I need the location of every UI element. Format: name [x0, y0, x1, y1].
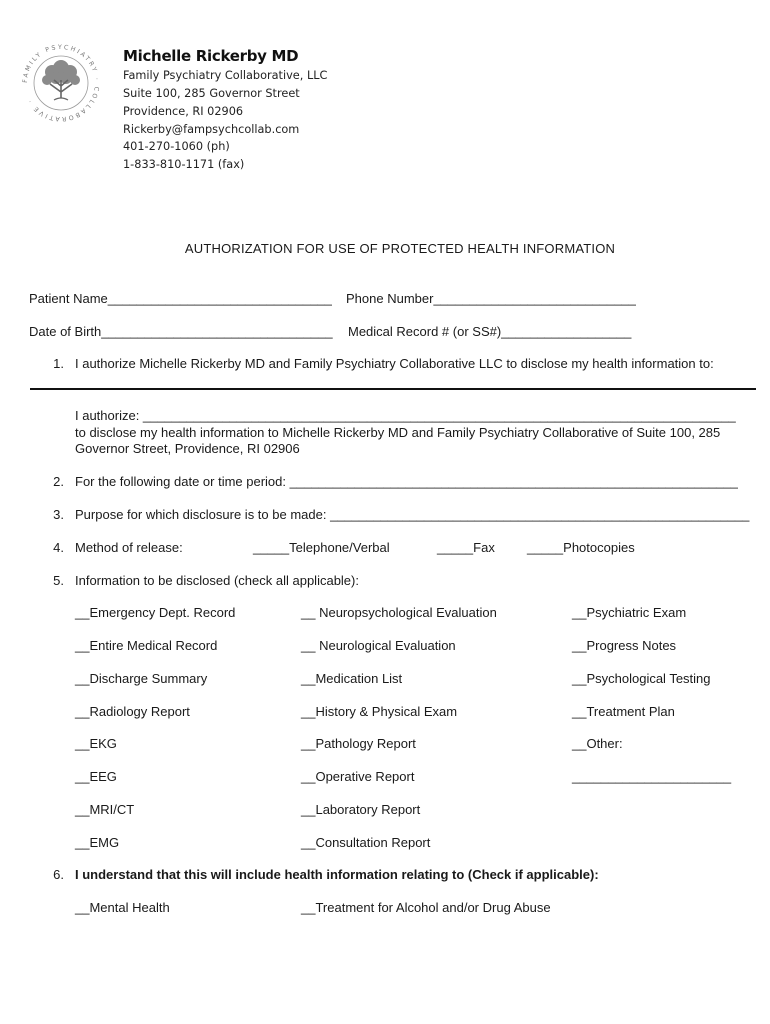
- physician-name: Michelle Rickerby MD: [123, 47, 299, 65]
- date-of-birth-field[interactable]: Date of Birth________________________________: [29, 324, 333, 339]
- item-5-text: Information to be disclosed (check all applicable):: [75, 573, 359, 588]
- email-address: Rickerby@fampsychcollab.com: [123, 123, 300, 136]
- purpose-field[interactable]: Purpose for which disclosure is to be made: __________________________________________________________: [75, 507, 750, 522]
- checkbox-neurological-evaluation[interactable]: __ Neurological Evaluation: [301, 638, 456, 653]
- phone-number-field[interactable]: Phone Number____________________________: [346, 291, 636, 306]
- medical-record-field[interactable]: Medical Record # (or SS#)__________________: [348, 324, 632, 339]
- method-of-release-label: Method of release:: [75, 540, 183, 555]
- checkbox-psychological-testing[interactable]: __Psychological Testing: [572, 671, 711, 686]
- checkbox-progress-notes[interactable]: __Progress Notes: [572, 638, 677, 653]
- checkbox-psychiatric-exam[interactable]: __Psychiatric Exam: [572, 605, 687, 620]
- checkbox-treatment-plan[interactable]: __Treatment Plan: [572, 704, 675, 719]
- checkbox-emg[interactable]: __EMG: [75, 835, 120, 850]
- item-2-number: 2.: [53, 474, 64, 489]
- patient-name-field[interactable]: Patient Name_______________________________: [29, 291, 332, 306]
- release-telephone-option[interactable]: _____Telephone/Verbal: [253, 540, 390, 555]
- checkbox-operative-report[interactable]: __Operative Report: [301, 769, 415, 784]
- address-line-2: Providence, RI 02906: [123, 105, 244, 118]
- checkbox-mri-ct[interactable]: __MRI/CT: [75, 802, 135, 817]
- fax-number: 1-833-810-1171 (fax): [123, 158, 245, 171]
- checkbox-other[interactable]: __Other:: [572, 736, 623, 751]
- section-divider: [30, 388, 756, 390]
- checkbox-mental-health[interactable]: __Mental Health: [75, 900, 170, 915]
- item-3-number: 3.: [53, 507, 64, 522]
- item-1-text: I authorize Michelle Rickerby MD and Family Psychiatry Collaborative LLC to disclose my health information to:: [75, 356, 714, 371]
- item-5-number: 5.: [53, 573, 64, 588]
- release-fax-option[interactable]: _____Fax: [437, 540, 495, 555]
- item-6-text: I understand that this will include health information relating to (Check if applicable):: [75, 867, 599, 882]
- logo-ring-text: FAMILY PSYCHIATRY · COLLABORATIVE ·: [21, 43, 101, 123]
- tree-icon: [18, 40, 104, 126]
- disclose-to-line-2: Governor Street, Providence, RI 02906: [75, 441, 300, 456]
- checkbox-consultation-report[interactable]: __Consultation Report: [301, 835, 431, 850]
- checkbox-history-physical-exam[interactable]: __History & Physical Exam: [301, 704, 458, 719]
- checkbox-entire-medical-record[interactable]: __Entire Medical Record: [75, 638, 218, 653]
- checkbox-pathology-report[interactable]: __Pathology Report: [301, 736, 416, 751]
- checkbox-medication-list[interactable]: __Medication List: [301, 671, 403, 686]
- other-specify-field[interactable]: ______________________: [572, 769, 732, 784]
- phone-number: 401-270-1060 (ph): [123, 140, 230, 153]
- address-line-1: Suite 100, 285 Governor Street: [123, 87, 300, 100]
- checkbox-radiology-report[interactable]: __Radiology Report: [75, 704, 190, 719]
- authorize-recipient-field[interactable]: I authorize: __________________________________________________________________________________: [75, 408, 736, 423]
- checkbox-neuropsychological-evaluation[interactable]: __ Neuropsychological Evaluation: [301, 605, 497, 620]
- item-6-number: 6.: [53, 867, 64, 882]
- release-photocopies-option[interactable]: _____Photocopies: [527, 540, 635, 555]
- item-1-number: 1.: [53, 356, 64, 371]
- checkbox-alcohol-drug-abuse[interactable]: __Treatment for Alcohol and/or Drug Abuse: [301, 900, 551, 915]
- checkbox-emergency-dept-record[interactable]: __Emergency Dept. Record: [75, 605, 236, 620]
- checkbox-ekg[interactable]: __EKG: [75, 736, 117, 751]
- item-4-number: 4.: [53, 540, 64, 555]
- form-title: AUTHORIZATION FOR USE OF PROTECTED HEALTH INFORMATION: [184, 241, 616, 256]
- checkbox-eeg[interactable]: __EEG: [75, 769, 117, 784]
- date-period-field[interactable]: For the following date or time period: ______________________________________________________________: [75, 474, 738, 489]
- practice-logo: [18, 40, 104, 126]
- disclose-to-line-1: to disclose my health information to Michelle Rickerby MD and Family Psychiatry Collaborative of Suite 100, 285: [75, 425, 721, 440]
- practice-name: Family Psychiatry Collaborative, LLC: [123, 69, 328, 82]
- checkbox-discharge-summary[interactable]: __Discharge Summary: [75, 671, 208, 686]
- checkbox-laboratory-report[interactable]: __Laboratory Report: [301, 802, 421, 817]
